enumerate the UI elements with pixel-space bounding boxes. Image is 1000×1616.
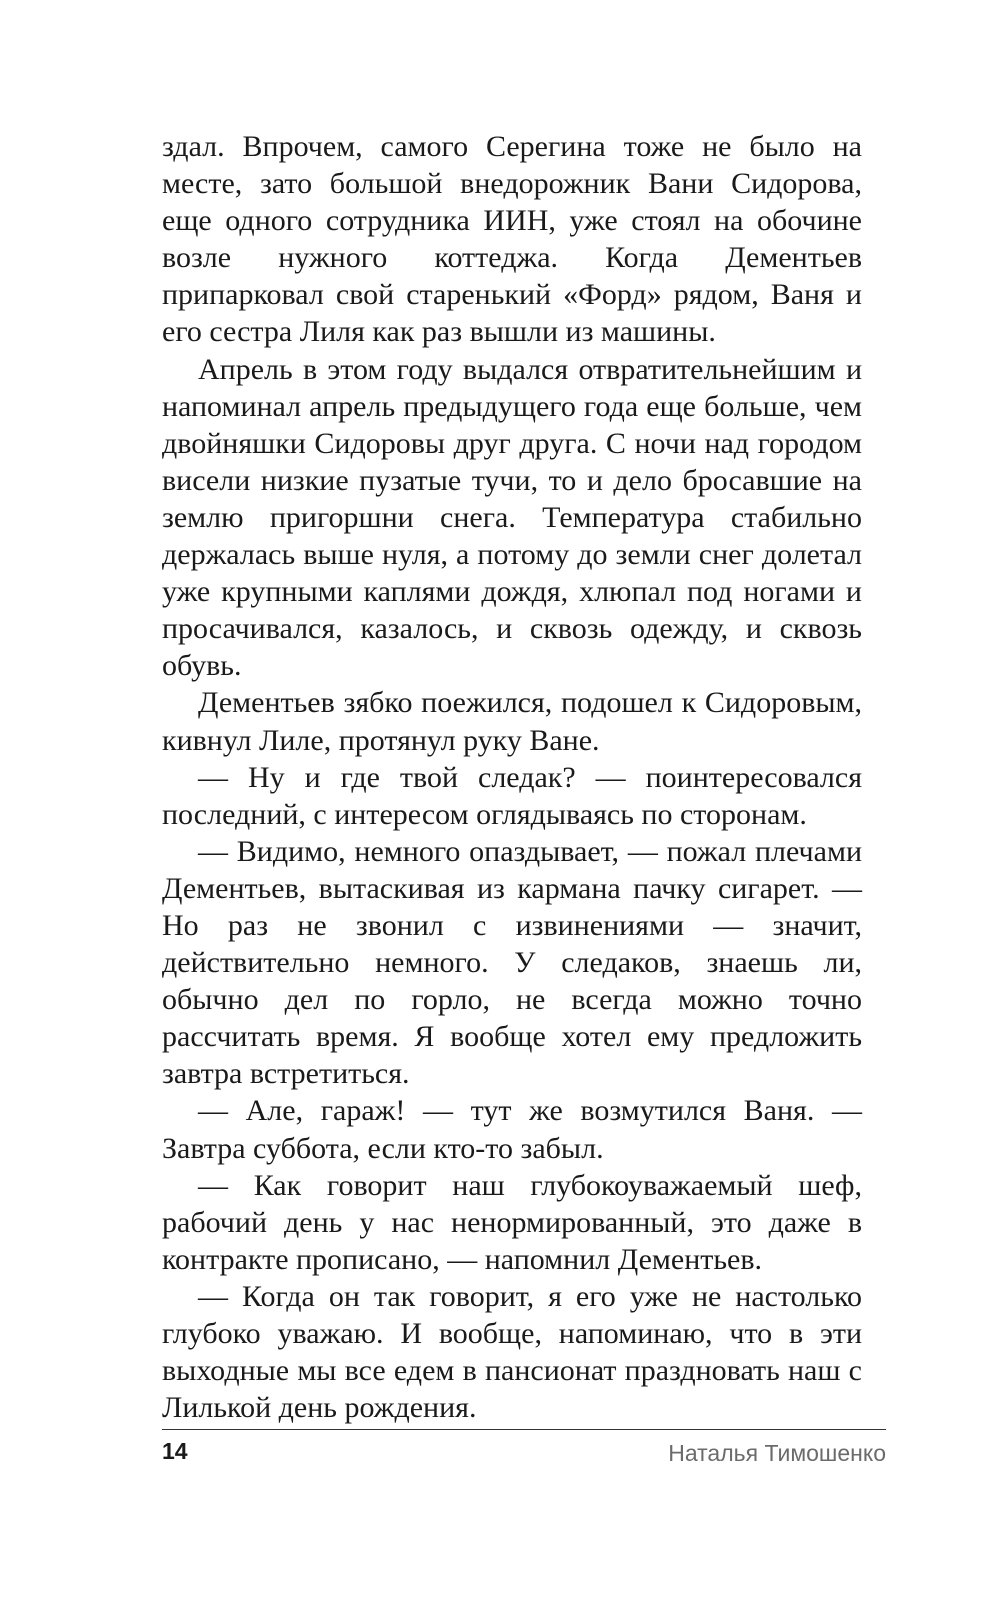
footer-divider — [162, 1429, 886, 1430]
paragraph: — Але, гараж! — тут же возмутился Ваня. — Завтра суббота, если кто-то забыл. — [162, 1094, 862, 1165]
body-text — [162, 128, 862, 1426]
paragraph: здал. Впрочем, самого Серегина тоже не было на месте, зато большой внедорожник Вани Сидорова, еще одного сотрудника ИИН, уже стоял на обочине возле нужного коттеджа. Когда Дементьев припарковал свой старенький «Форд» рядом, Ваня и его сестра Лиля как раз вышли из машины. — [162, 130, 862, 349]
paragraph: — Как говорит наш глубокоуважаемый шеф, рабочий день у нас ненормированный, это даже в контракте прописано, — напомнил Дементьев. — [162, 1168, 862, 1276]
running-footer-author: Наталья Тимошенко — [668, 1440, 886, 1466]
paragraph: — Когда он так говорит, я его уже не настолько глубоко уважаю. И вообще, напоминаю, что в эти выходные мы все едем в пансионат праздновать наш с Лилькой день рождения. — [162, 1279, 862, 1425]
paragraph: Дементьев зябко поежился, подошел к Сидоровым, кивнул Лиле, протянул руку Ване. — [162, 686, 862, 757]
paragraph: Апрель в этом году выдался отвратительнейшим и напоминал апрель предыдущего года еще больше, чем двойняшки Сидоровы друг друга. С ночи над городом висели низкие пузатые тучи, то и дело бросавшие на землю пригоршни снега. Температура стабильно держалась выше нуля, а потому до земли снег долетал уже крупными каплями дождя, хлюпал под ногами и просачивался, казалось, и сквозь одежду, и сквозь обувь. — [162, 352, 862, 683]
page-number: 14 — [162, 1438, 188, 1464]
paragraph: — Видимо, немного опаздывает, — пожал плечами Дементьев, вытаскивая из кармана пачку сигарет. — Но раз не звонил с извинениями — значит, действительно немного. У следаков, знаешь ли, обычно дел по горло, не всегда можно точно рассчитать время. Я вообще хотел ему предложить завтра встретиться. — [162, 834, 862, 1091]
paragraph: — Ну и где твой следак? — поинтересовался последний, с интересом оглядываясь по сторонам. — [162, 760, 862, 831]
